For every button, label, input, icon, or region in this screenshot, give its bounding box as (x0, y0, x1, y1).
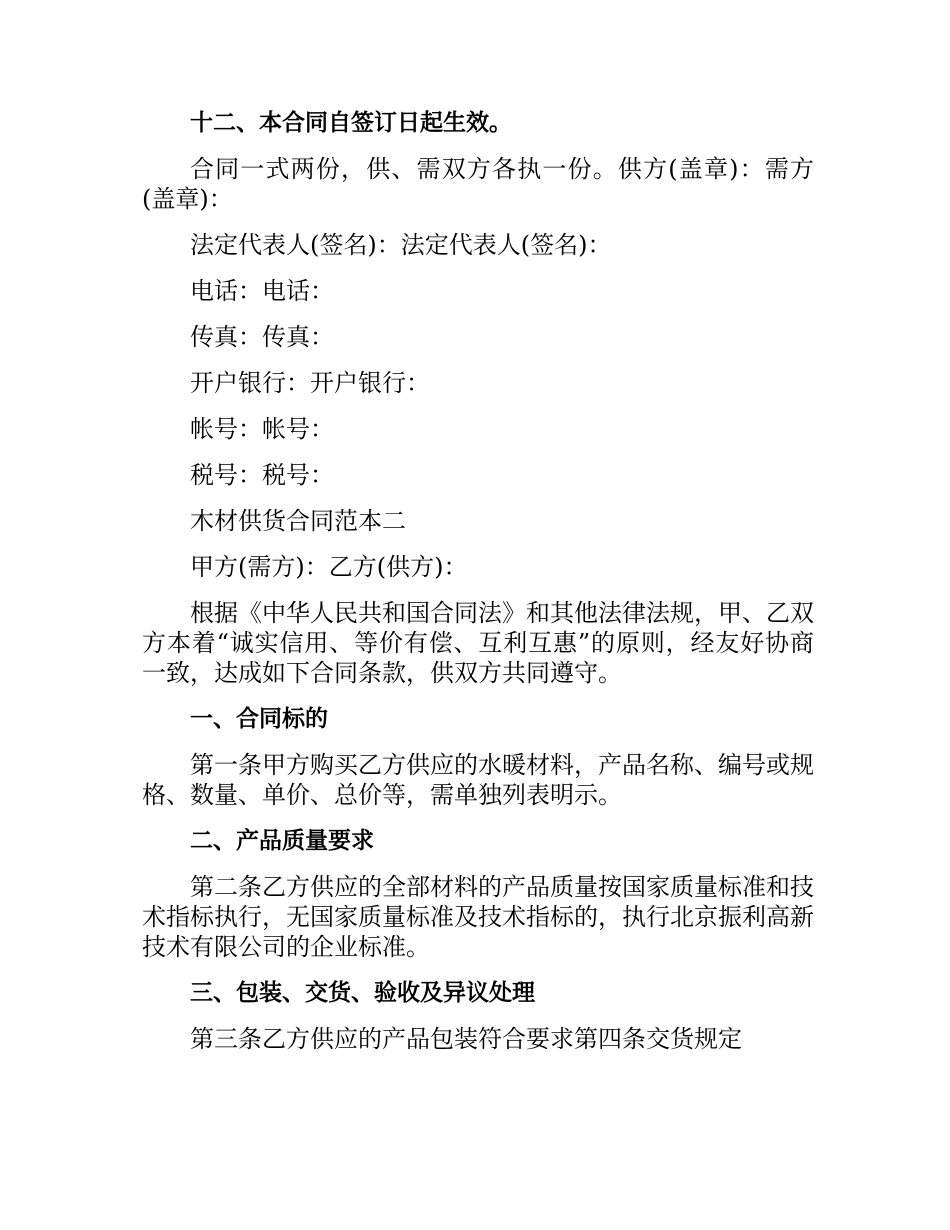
section-heading-two: 二、产品质量要求 (190, 828, 374, 854)
paragraph-phone: 电话：电话： (190, 277, 334, 305)
paragraph-article-three: 第三条乙方供应的产品包装符合要求第四条交货规定 (190, 1025, 742, 1053)
paragraph-bank: 开户银行：开户银行： (190, 369, 430, 397)
paragraph-legal-representative: 法定代表人(签名)：法定代表人(签名)： (190, 231, 612, 259)
paragraph-copies: 合同一式两份，供、需双方各执一份。供方(盖章)：需方(盖章)： (142, 155, 814, 213)
paragraph-article-one: 第一条甲方购买乙方供应的水暖材料，产品名称、编号或规格、数量、单价、总价等，需单独列表明示。 (142, 751, 814, 809)
section-heading-twelve: 十二、本合同自签订日起生效。 (190, 110, 512, 136)
section-heading-three: 三、包装、交货、验收及异议处理 (190, 980, 535, 1006)
section-heading-one: 一、合同标的 (190, 706, 328, 732)
paragraph-account: 帐号：帐号： (190, 415, 334, 443)
paragraph-tax-id: 税号：税号： (190, 461, 334, 489)
paragraph-parties: 甲方(需方)：乙方(供方)： (190, 553, 468, 581)
paragraph-preamble: 根据《中华人民共和国合同法》和其他法律法规，甲、乙双方本着“诚实信用、等价有偿、互利互惠”的原则，经友好协商一致，达成如下合同条款，供双方共同遵守。 (142, 599, 814, 687)
paragraph-fax: 传真：传真： (190, 323, 334, 351)
paragraph-template-title: 木材供货合同范本二 (190, 507, 406, 535)
paragraph-article-two: 第二条乙方供应的全部材料的产品质量按国家质量标准和技术指标执行，无国家质量标准及技术指标的，执行北京振利高新技术有限公司的企业标准。 (142, 873, 814, 961)
document-page (142, 108, 814, 1070)
